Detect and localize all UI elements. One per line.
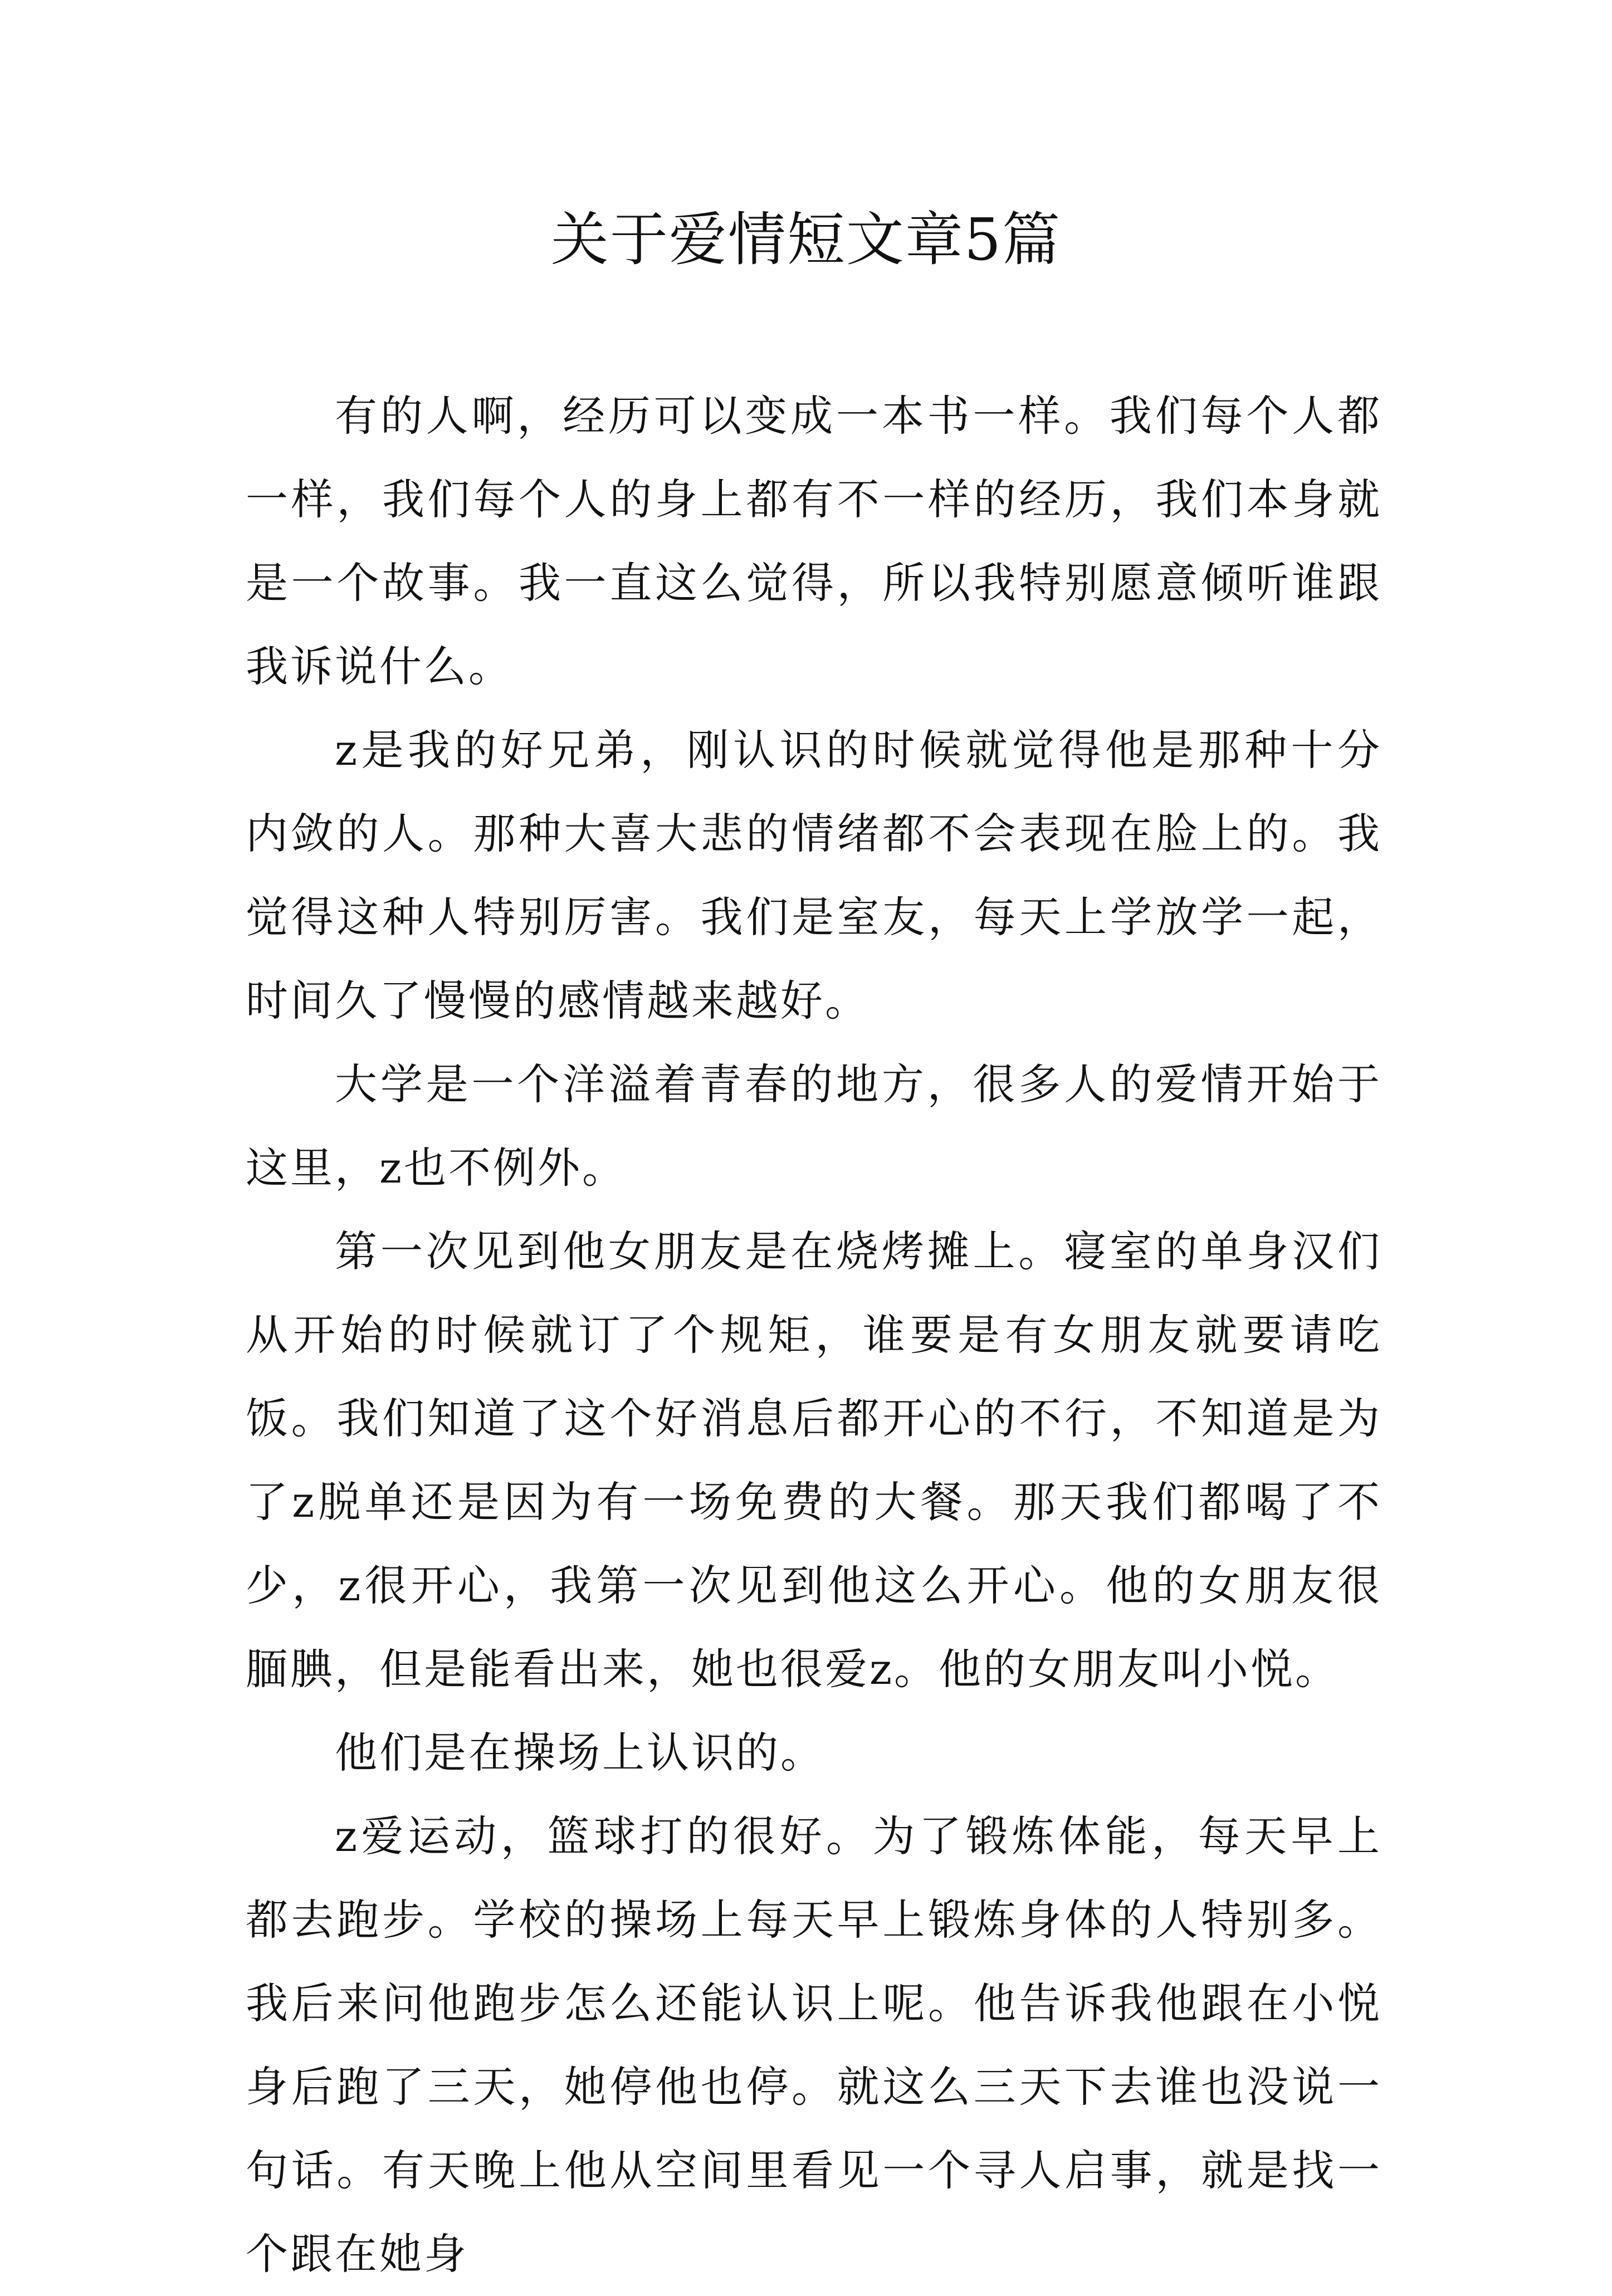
document-body bbox=[246, 374, 1382, 2296]
paragraph: z爱运动，篮球打的很好。为了锻炼体能，每天早上都去跑步。学校的操场上每天早上锻炼身体的人特别多。我后来问他跑步怎么还能认识上呢。他告诉我他跟在小悦身后跑了三天，她停他也停。就这么三天下去谁也没说一句话。有天晚上他从空间里看见一个寻人启事，就是找一个跟在她身 bbox=[246, 1811, 1382, 2279]
paragraph: 有的人啊，经历可以变成一本书一样。我们每个人都一样，我们每个人的身上都有不一样的经历，我们本身就是一个故事。我一直这么觉得，所以我特别愿意倾听谁跟我诉说什么。 bbox=[246, 391, 1382, 691]
paragraph: 大学是一个洋溢着青春的地方，很多人的爱情开始于这里，z也不例外。 bbox=[246, 1059, 1382, 1193]
paragraph: z是我的好兄弟，刚认识的时候就觉得他是那种十分内敛的人。那种大喜大悲的情绪都不会表现在脸上的。我觉得这种人特别厉害。我们是室友，每天上学放学一起，时间久了慢慢的感情越来越好。 bbox=[246, 725, 1382, 1025]
paragraph: 第一次见到他女朋友是在烧烤摊上。寝室的单身汉们从开始的时候就订了个规矩，谁要是有女朋友就要请吃饭。我们知道了这个好消息后都开心的不行，不知道是为了z脱单还是因为有一场免费的大餐。那天我们都喝了不少，z很开心，我第一次见到他这么开心。他的女朋友很腼腆，但是能看出来，她也很爱z。他的女朋友叫小悦。 bbox=[246, 1227, 1382, 1694]
document-title: 关于爱情短文章5篇 bbox=[550, 206, 1062, 273]
paragraph: 他们是在操场上认识的。 bbox=[335, 1728, 825, 1777]
